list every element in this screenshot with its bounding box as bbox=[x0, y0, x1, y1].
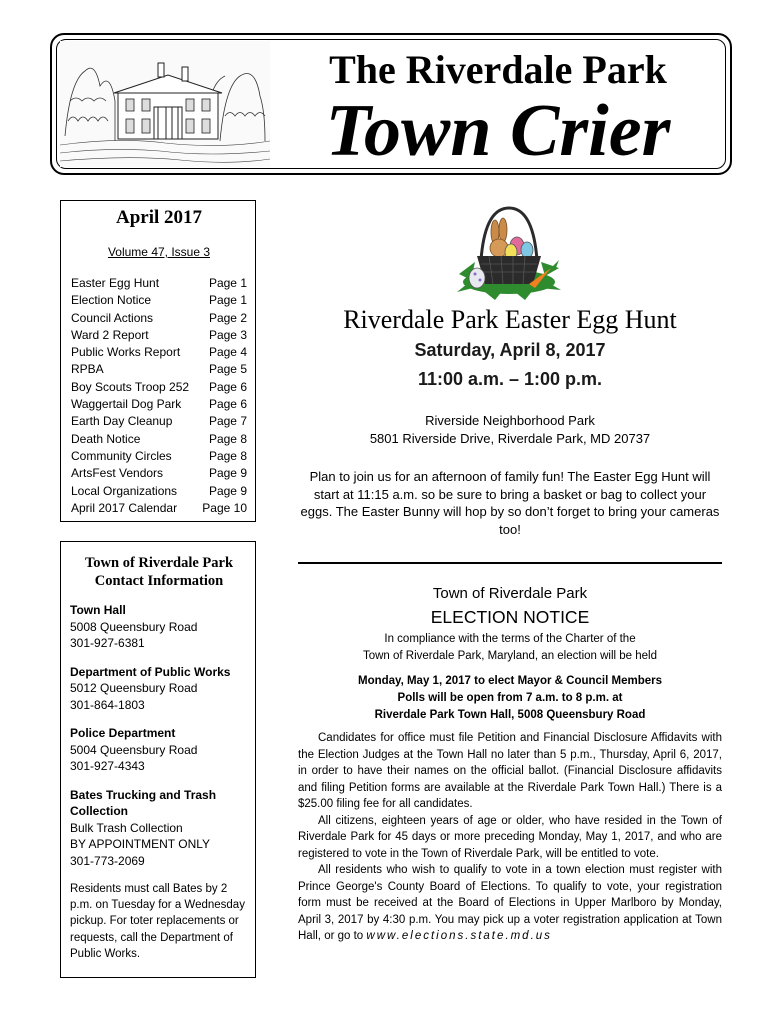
toc-page: Page 1 bbox=[208, 293, 247, 308]
toc-page: Page 1 bbox=[208, 276, 247, 290]
election-town: Town of Riverdale Park bbox=[432, 585, 588, 602]
toc-label: Death Notice bbox=[71, 431, 141, 446]
contact-appointment: BY APPOINTMENT ONLY bbox=[70, 837, 211, 851]
contact-phone[interactable]: 301-927-6381 bbox=[70, 636, 145, 650]
contact-title bbox=[61, 554, 257, 590]
toc-page: Page 6 bbox=[208, 379, 247, 394]
toc-row[interactable] bbox=[71, 465, 247, 482]
masthead bbox=[50, 33, 732, 175]
issue-contents-box bbox=[60, 200, 256, 522]
contact-phone[interactable]: 301-773-2069 bbox=[70, 853, 145, 868]
contact-town-hall bbox=[70, 602, 252, 652]
contact-phone[interactable]: 301-864-1803 bbox=[70, 697, 145, 712]
toc-row[interactable] bbox=[71, 361, 247, 378]
toc-row[interactable] bbox=[71, 413, 247, 430]
contact-title-line1: Town of Riverdale Park bbox=[84, 555, 234, 571]
issue-month: April 2017 bbox=[115, 207, 203, 228]
contact-note: Residents must call Bates by 2 p.m. on Tuesday for a Wednesday pickup. For toter replacements or requests, call the Department of Public Works. bbox=[70, 883, 245, 960]
section-divider bbox=[298, 562, 722, 564]
election-paragraph bbox=[298, 862, 722, 945]
easter-egg-hunt-date: Saturday, April 8, 2017 bbox=[414, 340, 606, 360]
toc-row[interactable] bbox=[71, 500, 247, 517]
contact-name: Bates Trucking and Trash bbox=[70, 787, 217, 802]
toc-label: Easter Egg Hunt bbox=[71, 276, 160, 290]
election-intro-line: Town of Riverdale Park, Maryland, an election will be held bbox=[362, 649, 658, 662]
toc-page: Page 7 bbox=[208, 414, 247, 429]
toc-row[interactable] bbox=[71, 448, 247, 465]
toc-label: Ward 2 Report bbox=[71, 327, 149, 342]
election-paragraph: All citizens, eighteen years of age or older, who have resided in the Town of Riverdale Park for 45 days or more preceding Monday, May 1, 2017, and who are registered to vote in the Town of Riverdale Park, will be entitled to vote. bbox=[298, 814, 722, 860]
contact-name: Department of Public Works bbox=[70, 664, 231, 679]
election-key-details bbox=[298, 673, 722, 724]
election-location-line: Riverdale Park Town Hall, 5008 Queensbury Road bbox=[374, 709, 646, 721]
mansion-engraving-image bbox=[60, 41, 270, 167]
toc-label: Earth Day Cleanup bbox=[71, 414, 173, 429]
toc-page: Page 9 bbox=[208, 466, 247, 481]
contact-list bbox=[70, 602, 252, 962]
table-of-contents bbox=[71, 275, 247, 517]
easter-basket-image bbox=[455, 202, 563, 300]
election-intro bbox=[298, 631, 722, 664]
toc-label: April 2017 Calendar bbox=[71, 500, 178, 515]
election-paragraph: Candidates for office must file Petition and Financial Disclosure Affidavits with the Election Judges at the Town Hall no later than 5 p.m., Thursday, April 6, 2017, in order to have their names on the official ballot. (Financial Disclosure affidavits and filing Petition forms are available at the Riverdale Park Town Hall.) There is a $25.00 filing fee for all candidates. bbox=[298, 732, 722, 810]
toc-row[interactable] bbox=[71, 431, 247, 448]
easter-egg-hunt-venue: Riverside Neighborhood Park bbox=[425, 413, 595, 428]
toc-label: Election Notice bbox=[71, 293, 152, 308]
toc-row[interactable] bbox=[71, 275, 247, 292]
election-body bbox=[298, 730, 722, 945]
elections-website-link[interactable]: www.elections.state.md.us bbox=[366, 930, 552, 942]
contact-address: 5008 Queensbury Road bbox=[70, 619, 198, 634]
newsletter-title-top: The Riverdale Park bbox=[329, 47, 667, 92]
easter-egg-hunt-body: Plan to join us for an afternoon of family fun! The Easter Egg Hunt will start at 11:15 a.m. so be sure to bring a basket or bag to collect your eggs. The Easter Bunny will hop by so don’t forget to bring your cameras too! bbox=[300, 469, 720, 537]
toc-row[interactable] bbox=[71, 310, 247, 327]
contact-address: 5004 Queensbury Road bbox=[70, 742, 198, 757]
election-notice-title: ELECTION NOTICE bbox=[430, 607, 590, 627]
contact-name: Town Hall bbox=[70, 603, 126, 617]
contact-name: Collection bbox=[70, 804, 129, 818]
toc-row[interactable] bbox=[71, 379, 247, 396]
contact-police bbox=[70, 725, 252, 775]
toc-label: Waggertail Dog Park bbox=[71, 397, 182, 412]
toc-page: Page 3 bbox=[208, 327, 247, 342]
toc-label: Public Works Report bbox=[71, 345, 181, 360]
toc-row[interactable] bbox=[71, 327, 247, 344]
contact-phone[interactable]: 301-927-4343 bbox=[70, 759, 145, 773]
contact-name: Police Department bbox=[70, 726, 176, 740]
election-intro-line: In compliance with the terms of the Charter of the bbox=[384, 633, 636, 645]
issue-volume: Volume 47, Issue 3 bbox=[107, 245, 211, 259]
toc-row[interactable] bbox=[71, 396, 247, 413]
toc-row[interactable] bbox=[71, 344, 247, 361]
toc-page: Page 5 bbox=[208, 362, 247, 377]
contact-info-box bbox=[60, 541, 256, 978]
election-paragraph-text: All residents who wish to qualify to vote in a town election must register with Prince George's County Board of Elections. To qualify to vote, your registration form must be received at the Board of Elections in Upper Marlboro by Monday, April 3, 2017 by 4:30 p.m. You may pick up a voter registration application at Town Hall, or go to bbox=[298, 864, 722, 942]
easter-egg-hunt-time: 11:00 a.m. – 1:00 p.m. bbox=[417, 369, 603, 389]
election-date-line: Monday, May 1, 2017 to elect Mayor & Council Members bbox=[358, 675, 662, 687]
election-polls-line: Polls will be open from 7 a.m. to 8 p.m. at bbox=[397, 692, 623, 704]
easter-egg-hunt-headline: Riverdale Park Easter Egg Hunt bbox=[343, 305, 677, 334]
easter-egg-hunt-address: 5801 Riverside Drive, Riverdale Park, MD 20737 bbox=[369, 431, 651, 446]
toc-page: Page 2 bbox=[208, 310, 247, 325]
contact-service: Bulk Trash Collection bbox=[70, 820, 183, 835]
toc-label: Community Circles bbox=[71, 448, 172, 463]
toc-page: Page 6 bbox=[208, 397, 247, 412]
toc-page: Page 8 bbox=[208, 431, 247, 446]
toc-page: Page 9 bbox=[208, 483, 247, 498]
contact-address: 5012 Queensbury Road bbox=[70, 681, 198, 695]
toc-label: Boy Scouts Troop 252 bbox=[71, 379, 190, 394]
contact-bates bbox=[70, 787, 252, 870]
toc-page: Page 4 bbox=[208, 345, 247, 360]
toc-label: Local Organizations bbox=[71, 483, 178, 498]
toc-row[interactable] bbox=[71, 483, 247, 500]
newsletter-title-main: Town Crier bbox=[325, 90, 671, 172]
toc-label: Council Actions bbox=[71, 310, 154, 325]
toc-row[interactable] bbox=[71, 292, 247, 309]
toc-page: Page 8 bbox=[208, 448, 247, 463]
contact-title-line2: Contact Information bbox=[94, 573, 224, 589]
toc-page: Page 10 bbox=[202, 500, 247, 515]
contact-public-works bbox=[70, 664, 252, 714]
toc-label: ArtsFest Vendors bbox=[71, 466, 164, 481]
toc-label: RPBA bbox=[71, 362, 104, 377]
